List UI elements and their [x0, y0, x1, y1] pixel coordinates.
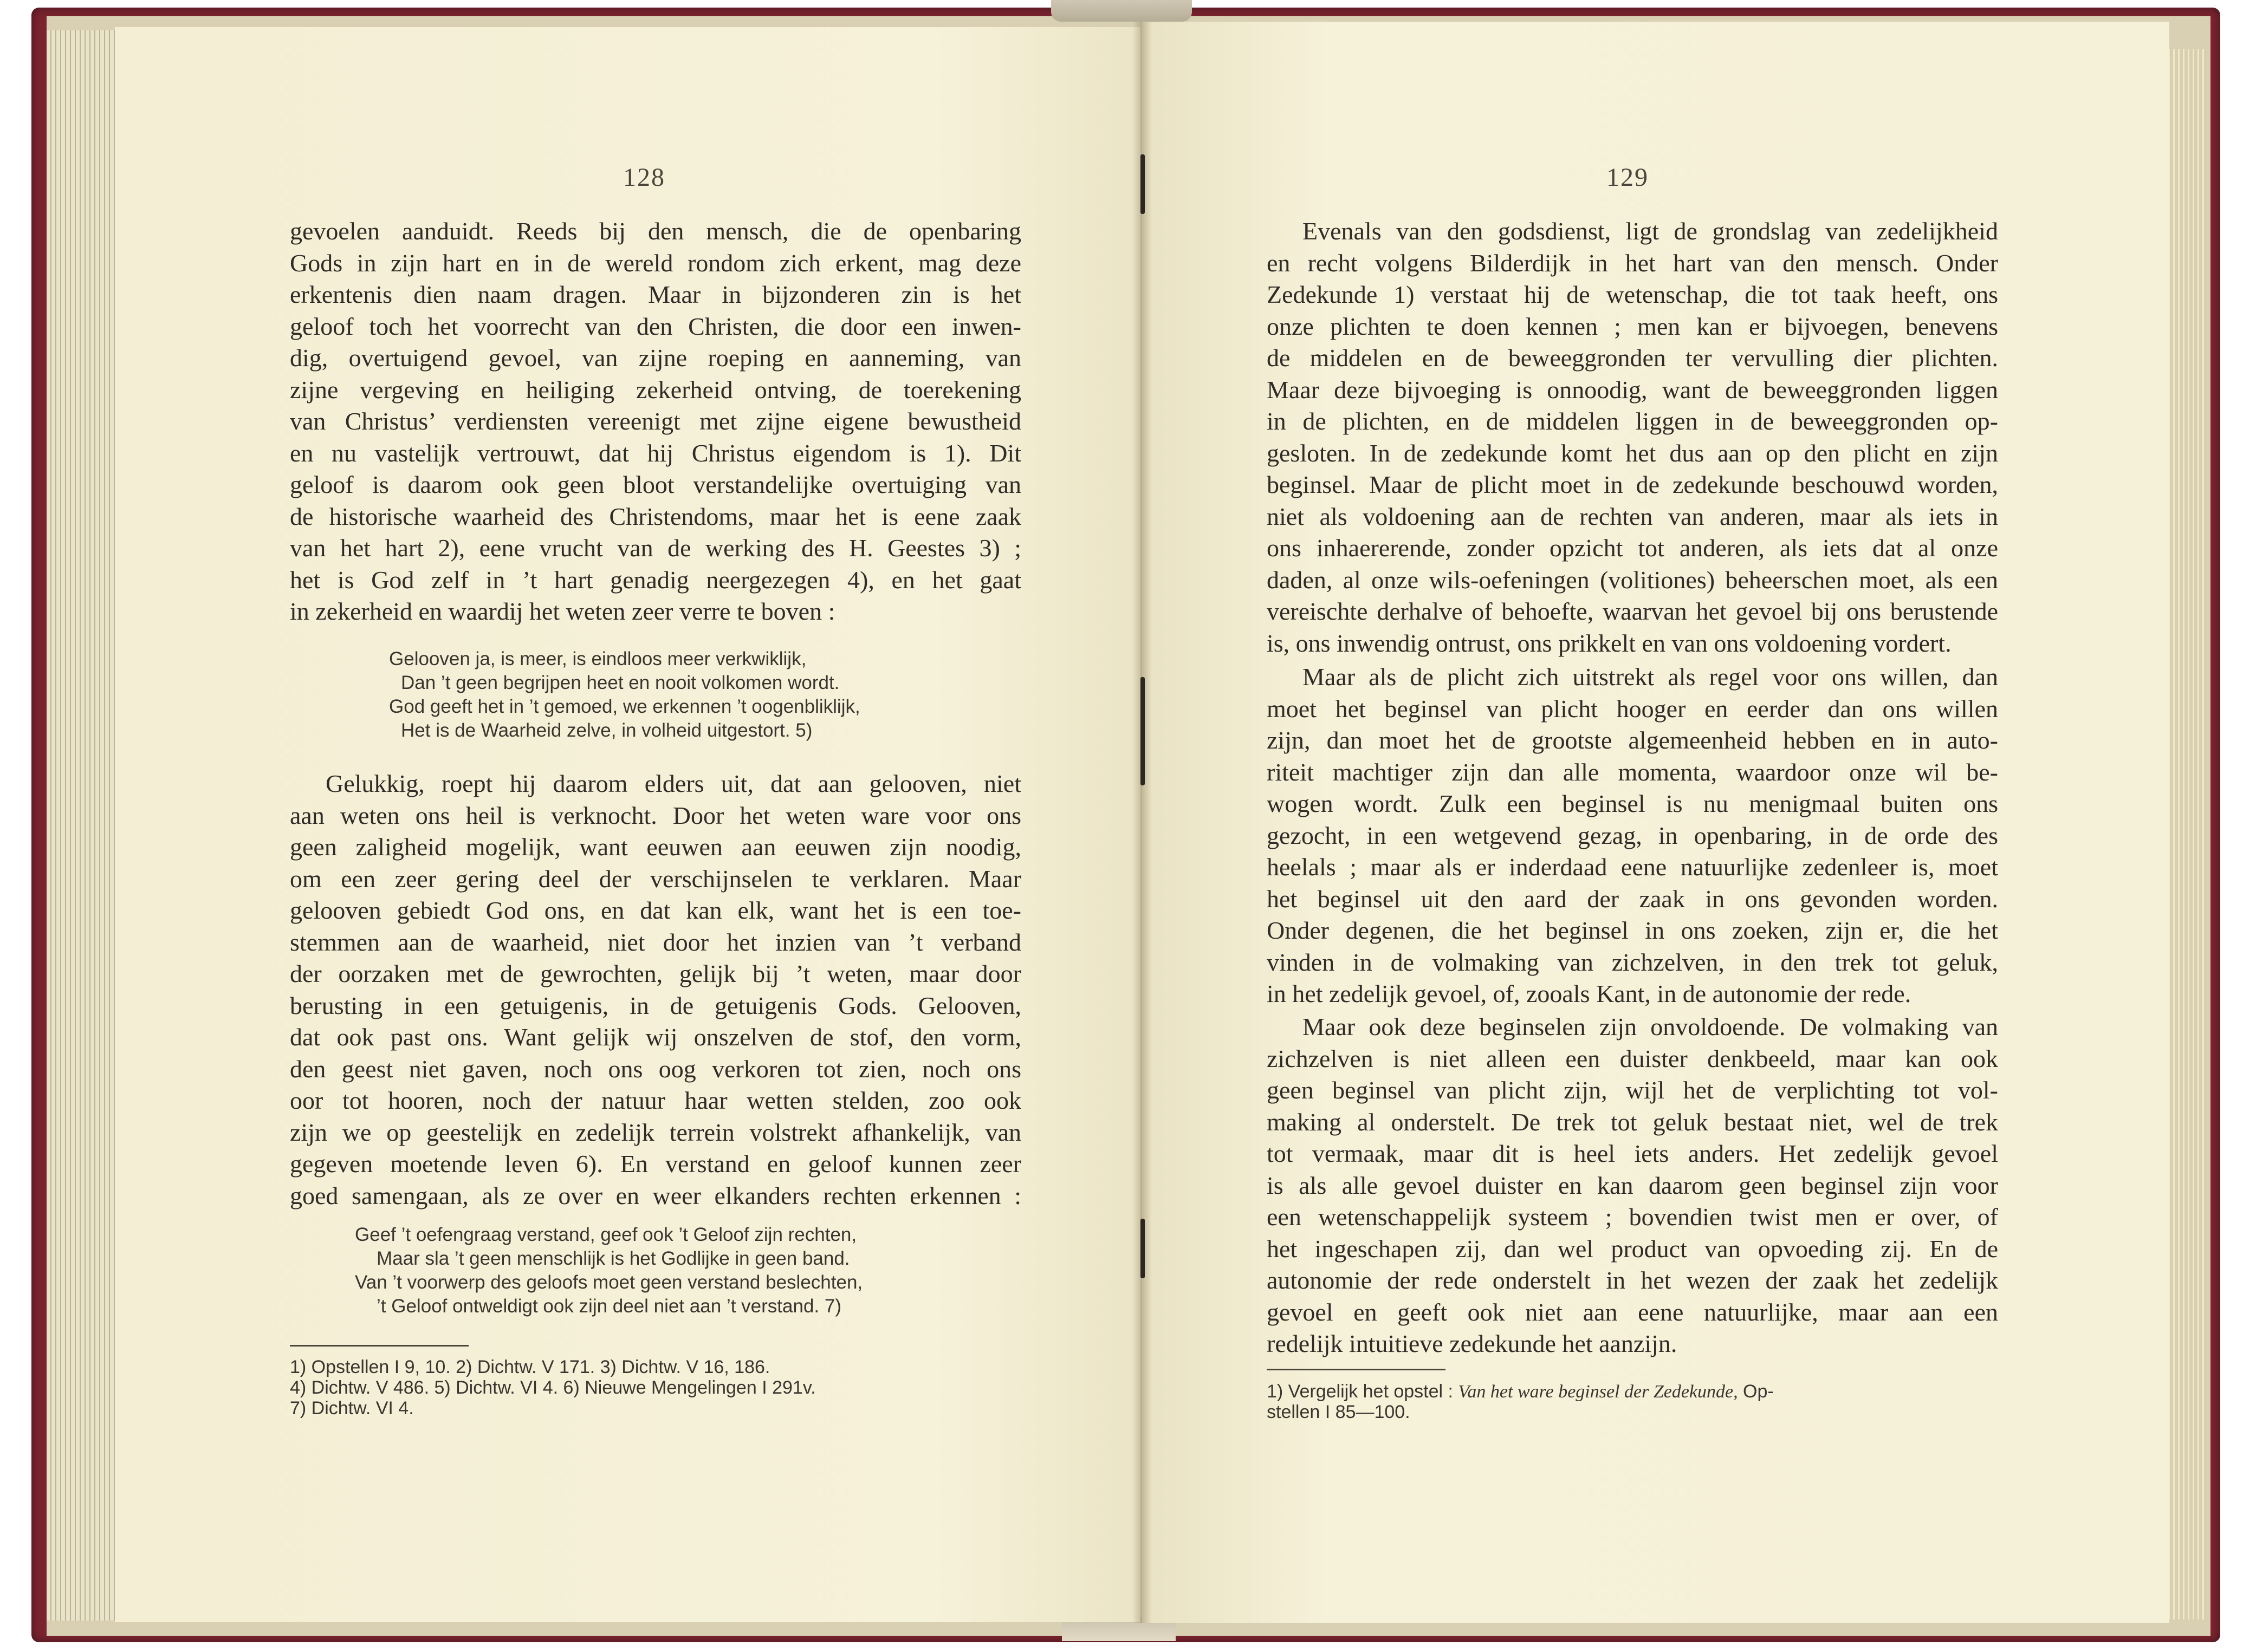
book-gutter	[1132, 22, 1152, 1623]
text-line: den geest niet gaven, noch ons oog verkoren tot zien, noch ons	[290, 1055, 1021, 1083]
page-number-right: 129	[1606, 163, 1649, 192]
text-line: berusting in een getuigenis, in de getuigenis Gods. Gelooven,	[290, 991, 1021, 1019]
text-line: zijn we op geestelijk en zedelijk terrein volstrekt afhankelijk, van	[290, 1118, 1021, 1146]
verse-line: Van ’t voorwerp des geloofs moet geen verstand beslechten,	[355, 1272, 863, 1293]
gutter-mark	[1140, 677, 1145, 785]
text-line: een wetenschappelijk systeem ; bovendien twist men er over, of	[1267, 1203, 1998, 1231]
text-line: dig, overtuigend gevoel, van zijne roeping en aanneming, van	[290, 344, 1021, 372]
text-line: wogen wordt. Zulk een beginsel is nu menigmaal buiten ons	[1267, 790, 1998, 817]
text-line: Zedekunde 1) verstaat hij de wetenschap, die tot taak heeft, ons	[1267, 281, 1998, 308]
text-line: in het zedelijk gevoel, of, zooals Kant, in de autonomie der rede.	[1267, 980, 1911, 1007]
left-paragraph-1	[290, 216, 1021, 628]
gutter-mark	[1140, 1219, 1145, 1278]
text-line: om een zeer gering deel der verschijnselen te verklaren. Maar	[290, 864, 1021, 893]
text-line: beginsel. Maar de plicht moet in de zedekunde beschouwd worden,	[1267, 471, 1998, 498]
footnote-line	[1267, 1381, 1998, 1402]
verse-line: God geeft het in ’t gemoed, we erkennen ’t oogenbliklijk,	[389, 696, 860, 717]
text-line: daden, al onze wils-oefeningen (volitiones) beheerschen moet, als een	[1267, 565, 1998, 594]
text-line: vereischte derhalve of behoefte, waarvan het gevoel bij ons berustende	[1267, 597, 1998, 625]
text-line: tot vermaak, maar dit is heel iets anders. Het zedelijk gevoel	[1267, 1140, 1998, 1167]
text-line: geloof toch het voorrecht van den Christen, die door een inwen-	[290, 312, 1021, 340]
text-line: het beginsel uit den aard der zaak in ons gevonden worden.	[1267, 884, 1998, 913]
text-line: gesloten. In de zedekunde komt het dus aan op den plicht en zijn	[1267, 439, 1998, 467]
text-line: redelijk intuitieve zedekunde het aanzijn.	[1267, 1330, 1677, 1357]
left-footnotes	[290, 1357, 1021, 1419]
text-line: Maar ook deze beginselen zijn onvoldoende. De volmaking van	[1302, 1013, 1998, 1040]
verse-line: ’t Geloof ontweldigt ook zijn deel niet aan ’t verstand. 7)	[377, 1296, 841, 1317]
text-line: Maar deze bijvoeging is onnoodig, want de beweeggronden liggen	[1267, 375, 1998, 404]
left-verse-2	[355, 1223, 1005, 1318]
text-line: en nu vastelijk vertrouwt, dat hij Christus eigendom is 1). Dit	[290, 439, 1021, 467]
text-line: gegeven moetende leven 6). En verstand en geloof kunnen zeer	[290, 1150, 1021, 1178]
text-line: aan weten ons heil is verknocht. Door het weten ware voor ons	[290, 801, 1021, 829]
text-line: niet als voldoening aan de rechten van anderen, maar als iets in	[1267, 502, 1998, 530]
text-line: riteit machtiger zijn dan alle momenta, waardoor onze wil be-	[1267, 758, 1998, 786]
text-line: autonomie der rede onderstelt in het wezen der zaak het zedelijk	[1267, 1266, 1998, 1294]
text-line: is als alle gevoel duister en kan daarom geen beginsel zijn voor	[1267, 1171, 1998, 1199]
footnote-line: 7) Dichtw. VI 4.	[290, 1398, 414, 1419]
text-line: Gelukkig, roept hij daarom elders uit, dat aan gelooven, niet	[326, 770, 1021, 797]
text-line: Maar als de plicht zich uitstrekt als regel voor ons willen, dan	[1302, 663, 1998, 691]
footnote-line: 4) Dichtw. V 486. 5) Dichtw. VI 4. 6) Nieuwe Mengelingen I 291v.	[290, 1377, 816, 1398]
verse-line: Geef ’t oefengraag verstand, geef ook ’t Geloof zijn rechten,	[355, 1224, 857, 1245]
text-line: is, ons inwendig ontrust, ons prikkelt en van ons voldoening vordert.	[1267, 629, 1952, 657]
right-paragraph-2	[1267, 661, 1998, 1010]
left-paragraph-2	[290, 768, 1021, 1212]
text-line: geloof is daarom ook geen bloot verstandelijke overtuiging van	[290, 471, 1021, 498]
verse-line: Gelooven ja, is meer, is eindloos meer verkwiklijk,	[389, 648, 807, 669]
right-paragraph-3	[1267, 1011, 1998, 1360]
page-edges-left	[47, 30, 117, 1621]
footnote-italic-title: Van het ware beginsel der Zedekunde,	[1458, 1382, 1738, 1402]
text-line: het ingeschapen zij, dan wel product van opvoeding zij. En de	[1267, 1234, 1998, 1263]
footnote-text: Op-	[1738, 1381, 1774, 1402]
text-line: gevoel en geeft ook niet aan eene natuurlijke, maar aan een	[1267, 1298, 1998, 1326]
footnote-rule	[1267, 1369, 1445, 1370]
text-line: der oorzaken met de gewrochten, gelijk bij ’t weten, maar door	[290, 960, 1021, 987]
text-line: making al onderstelt. De trek tot geluk bestaat niet, wel de trek	[1267, 1108, 1998, 1136]
text-line: geen beginsel van plicht zijn, wijl het de verplichting tot vol-	[1267, 1076, 1998, 1104]
right-paragraph-1	[1267, 216, 1998, 659]
gutter-mark	[1140, 154, 1145, 214]
text-line: dat ook past ons. Want gelijk wij onszelven de stof, den vorm,	[290, 1023, 1021, 1051]
text-line: Onder degenen, die het beginsel in ons zoeken, zijn er, die het	[1267, 916, 1998, 944]
text-line: Gods in zijn hart en in de wereld rondom zich erkent, mag deze	[290, 249, 1021, 277]
text-line: geen zaligheid mogelijk, want eeuwen aan eeuwen zijn noodig,	[290, 833, 1021, 861]
text-line: vinden in de volmaking van zichzelven, in den trek tot geluk,	[1267, 948, 1998, 976]
text-line: zijn, dan moet het de grootste algemeenheid hebben en in auto-	[1267, 726, 1998, 754]
footnote-line: 1) Opstellen I 9, 10. 2) Dichtw. V 171. 3) Dichtw. V 16, 186.	[290, 1357, 770, 1377]
page-edges-right	[2165, 49, 2207, 1620]
text-line: zichzelven is niet alleen een duister denkbeeld, maar kan ook	[1267, 1044, 1998, 1072]
text-line: het is God zelf in ’t hart genadig neergezegen 4), en het gaat	[290, 565, 1021, 594]
headband	[1051, 0, 1192, 22]
text-line: de historische waarheid des Christendoms, maar het is eene zaak	[290, 502, 1021, 530]
text-line: zijne vergeving en heiliging zekerheid ontving, de toerekening	[290, 375, 1021, 404]
text-line: onze plichten te doen kennen ; men kan er bijvoegen, benevens	[1267, 312, 1998, 340]
text-line: moet het beginsel van plicht hooger en eerder dan ons willen	[1267, 694, 1998, 723]
left-verse-1	[389, 647, 996, 743]
text-line: goed samengaan, als ze over en weer elkanders rechten erkennen :	[290, 1181, 1021, 1209]
text-line: heelals ; maar als er inderdaad eene natuurlijke zedenleer is, moet	[1267, 853, 1998, 881]
verse-line: Maar sla ’t geen menschlijk is het Godlijke in geen band.	[377, 1248, 850, 1269]
text-line: in zekerheid en waardij het weten zeer verre te boven :	[290, 597, 835, 625]
text-line: ons inhaererende, zonder opzicht tot anderen, als iets dat al onze	[1267, 534, 1998, 562]
text-line: erkentenis dien naam dragen. Maar in bijzonderen zin is het	[290, 281, 1021, 308]
verse-line: Dan ’t geen begrijpen heet en nooit volkomen wordt.	[401, 672, 840, 693]
verse-line: Het is de Waarheid zelve, in volheid uitgestort. 5)	[401, 720, 813, 741]
text-line: de middelen en de beweeggronden ter vervulling dier plichten.	[1267, 344, 1998, 372]
right-footnotes	[1267, 1381, 1998, 1422]
text-line: gelooven gebiedt God ons, en dat kan elk, want het is een toe-	[290, 896, 1021, 924]
text-line: gevoelen aanduidt. Reeds bij den mensch, die de openbaring	[290, 217, 1021, 245]
text-line: in de plichten, en de middelen liggen in de beweeggronden op-	[1267, 407, 1998, 435]
text-line: oor tot hooren, noch der natuur haar wetten stelden, zoo ook	[290, 1087, 1021, 1114]
text-line: en recht volgens Bilderdijk in het hart van den mensch. Onder	[1267, 249, 1998, 277]
text-line: gezocht, in een wetgevend gezag, in openbaring, in de orde des	[1267, 821, 1998, 849]
text-line: van het hart 2), eene vrucht van de werking des H. Geestes 3) ;	[290, 534, 1021, 562]
text-line: Evenals van den godsdienst, ligt de grondslag van zedelijkheid	[1302, 217, 1998, 245]
text-line: stemmen aan de waarheid, niet door het inzien van ’t verband	[290, 928, 1021, 956]
text-line: van Christus’ verdiensten vereenigt met zijne eigene bewustheid	[290, 407, 1021, 435]
page-number-left: 128	[623, 163, 665, 192]
footnote-text: 1) Vergelijk het opstel :	[1267, 1381, 1458, 1402]
footnote-line: stellen I 85—100.	[1267, 1402, 1410, 1422]
footnote-rule	[290, 1345, 469, 1347]
